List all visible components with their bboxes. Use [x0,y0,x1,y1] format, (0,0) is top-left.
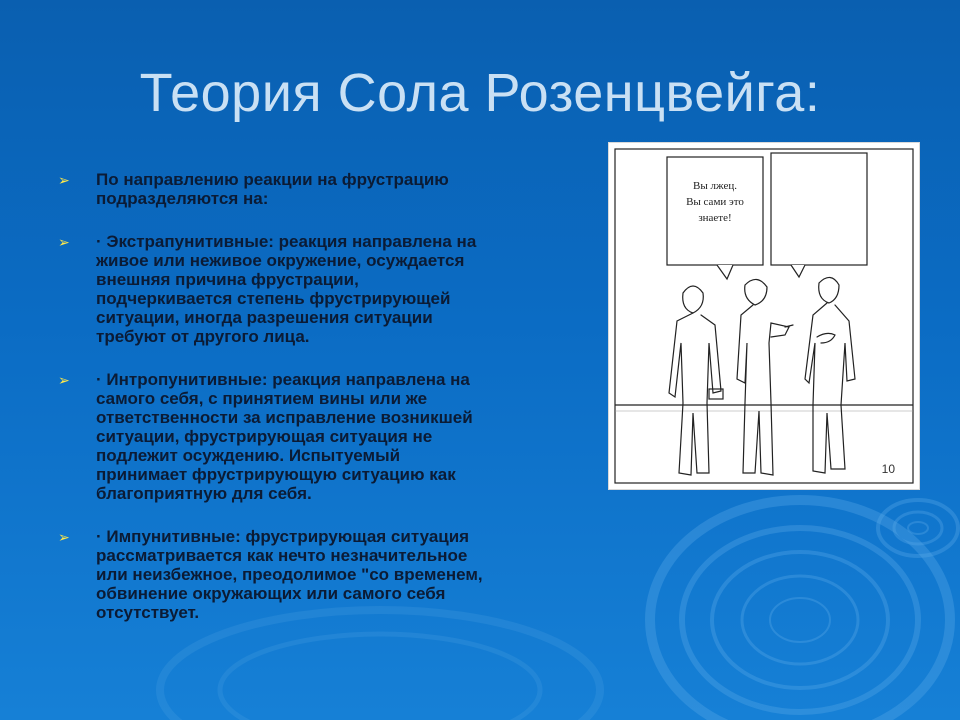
bullet-text: · Импунитивные: фрустрирующая ситуация рассматривается как нечто незначительное или неизбежное, преодолимое "со временем, обвинение окружающих или самого себя отсутствует. [96,527,483,622]
bullet-item [58,232,578,346]
bullet-item [58,170,578,208]
rosenzweig-picture [608,142,920,490]
picture-number: 10 [881,462,895,476]
person-left [669,286,723,475]
bullet-text: · Интропунитивные: реакция направлена на самого себя, с принятием вины или же ответственности за исправление возникшей ситуации, фрустрирующая ситуация не подлежит осуждению. Испытуемый принимает фрустрирующую ситуацию как благоприятную для себя. [96,370,473,503]
slide-title: Теория Сола Розенцвейга: [139,63,821,123]
speech-line-1: Вы лжец. [693,180,737,192]
bullet-text: · Экстрапунитивные: реакция направлена на живое или неживое окружение, осуждается внешняя причина фрустрации, подчеркивается степень фрустрирующей ситуации, иногда разрешения ситуации требуют от другого лица. [96,232,477,346]
person-right [805,277,855,473]
speech-bubble-left [667,157,763,265]
bullet-text: По направлению реакции на фрустрацию подразделяются на: [96,170,449,208]
speech-bubble-right [771,153,867,265]
bullet-list [58,170,578,646]
cartoon-illustration [609,143,919,489]
speech-line-3: знаете! [698,212,732,224]
speech-line-2: Вы сами это [686,196,744,208]
bullet-arrow-icon: ➢ [58,529,70,545]
person-middle [737,279,793,475]
bullet-item [58,370,578,503]
bullet-arrow-icon: ➢ [58,172,70,188]
bullet-arrow-icon: ➢ [58,234,70,250]
bullet-arrow-icon: ➢ [58,372,70,388]
bullet-item [58,527,578,622]
